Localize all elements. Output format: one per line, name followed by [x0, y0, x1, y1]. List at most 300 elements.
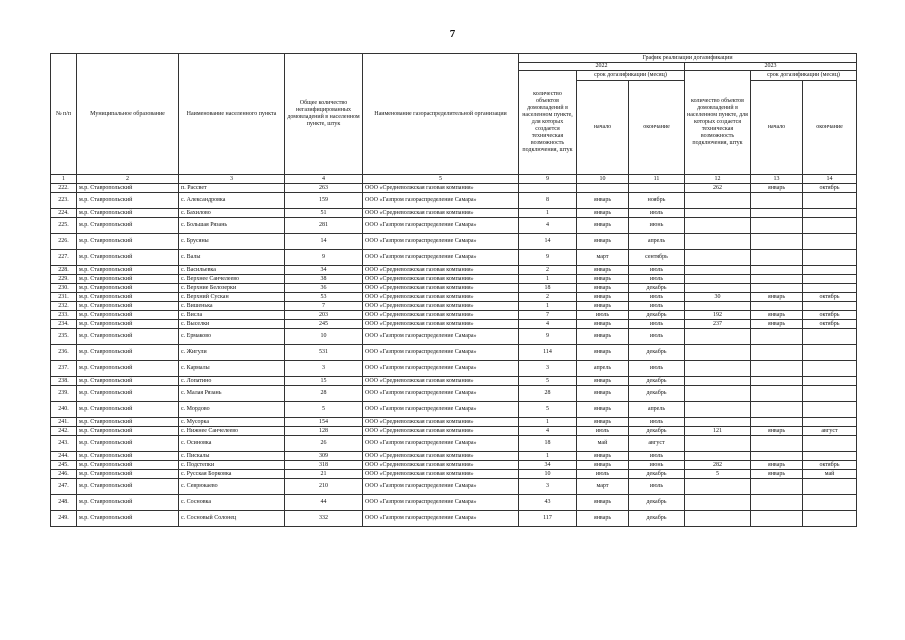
- row-number-cell: 227.: [51, 250, 77, 266]
- count-2022-cell: 34: [519, 461, 577, 470]
- gas-organization-cell: ООО «Газпром газораспределение Самара»: [363, 479, 519, 495]
- row-number-cell: 237.: [51, 361, 77, 377]
- count-2022-cell: 10: [519, 470, 577, 479]
- end-2023-cell: октябрь: [803, 293, 857, 302]
- count-2023-cell: [685, 193, 751, 209]
- count-2023-cell: [685, 436, 751, 452]
- settlement-cell: с. Брусяны: [179, 234, 285, 250]
- municipality-cell: м.р. Ставропольский: [77, 495, 179, 511]
- table-row: [51, 320, 857, 329]
- table-row: [51, 427, 857, 436]
- settlement-cell: с. Жигули: [179, 345, 285, 361]
- table-row: [51, 293, 857, 302]
- end-2023-cell: [803, 218, 857, 234]
- household-total-cell: 210: [285, 479, 363, 495]
- gas-organization-cell: ООО «Газпром газораспределение Самара»: [363, 345, 519, 361]
- end-2022-cell: июль: [629, 209, 685, 218]
- start-2023-cell: январь: [751, 311, 803, 320]
- row-number-cell: 245.: [51, 461, 77, 470]
- end-2023-cell: октябрь: [803, 184, 857, 193]
- table-row: [51, 452, 857, 461]
- settlement-cell: с. Валы: [179, 250, 285, 266]
- gas-organization-cell: ООО «Средневолжская газовая компания»: [363, 470, 519, 479]
- count-2023-cell: [685, 386, 751, 402]
- municipality-cell: м.р. Ставропольский: [77, 250, 179, 266]
- household-total-cell: 332: [285, 511, 363, 527]
- count-2022-cell: 43: [519, 495, 577, 511]
- end-2023-cell: [803, 329, 857, 345]
- settlement-cell: с. Сосновка: [179, 495, 285, 511]
- count-2023-cell: [685, 511, 751, 527]
- count-2022-cell: 1: [519, 275, 577, 284]
- start-2023-cell: [751, 275, 803, 284]
- row-number-cell: 229.: [51, 275, 77, 284]
- start-2022-cell: январь: [577, 329, 629, 345]
- start-2022-cell: июль: [577, 427, 629, 436]
- count-2022-cell: 9: [519, 329, 577, 345]
- header-number: № п/п: [51, 54, 77, 175]
- count-2023-cell: [685, 361, 751, 377]
- table-row: [51, 311, 857, 320]
- header-end-2022: окончание: [629, 81, 685, 175]
- count-2023-cell: 192: [685, 311, 751, 320]
- count-2022-cell: 4: [519, 218, 577, 234]
- municipality-cell: м.р. Ставропольский: [77, 302, 179, 311]
- end-2023-cell: [803, 250, 857, 266]
- end-2022-cell: декабрь: [629, 311, 685, 320]
- start-2023-cell: январь: [751, 427, 803, 436]
- table-row: [51, 234, 857, 250]
- start-2022-cell: январь: [577, 386, 629, 402]
- header-term-2023: срок догазификации (месяц): [751, 71, 857, 81]
- household-total-cell: 10: [285, 329, 363, 345]
- start-2023-cell: [751, 418, 803, 427]
- settlement-cell: с. Александровка: [179, 193, 285, 209]
- municipality-cell: м.р. Ставропольский: [77, 470, 179, 479]
- gas-organization-cell: ООО «Газпром газораспределение Самара»: [363, 511, 519, 527]
- start-2022-cell: январь: [577, 495, 629, 511]
- column-number-row: [51, 175, 857, 184]
- gas-organization-cell: ООО «Газпром газораспределение Самара»: [363, 218, 519, 234]
- table-row: [51, 345, 857, 361]
- settlement-cell: с. Выселки: [179, 320, 285, 329]
- end-2022-cell: июль: [629, 479, 685, 495]
- count-2022-cell: 1: [519, 302, 577, 311]
- row-number-cell: 230.: [51, 284, 77, 293]
- settlement-cell: с. Ермаково: [179, 329, 285, 345]
- municipality-cell: м.р. Ставропольский: [77, 345, 179, 361]
- end-2022-cell: декабрь: [629, 511, 685, 527]
- count-2023-cell: [685, 266, 751, 275]
- count-2022-cell: 5: [519, 377, 577, 386]
- count-2023-cell: [685, 329, 751, 345]
- end-2022-cell: июль: [629, 361, 685, 377]
- end-2022-cell: декабрь: [629, 345, 685, 361]
- end-2023-cell: [803, 511, 857, 527]
- row-number-cell: 241.: [51, 418, 77, 427]
- count-2023-cell: 5: [685, 470, 751, 479]
- count-2022-cell: 18: [519, 436, 577, 452]
- start-2023-cell: [751, 329, 803, 345]
- start-2022-cell: январь: [577, 418, 629, 427]
- count-2023-cell: 30: [685, 293, 751, 302]
- end-2022-cell: июль: [629, 418, 685, 427]
- end-2023-cell: [803, 452, 857, 461]
- count-2023-cell: 282: [685, 461, 751, 470]
- row-number-cell: 232.: [51, 302, 77, 311]
- end-2023-cell: октябрь: [803, 320, 857, 329]
- municipality-cell: м.р. Ставропольский: [77, 184, 179, 193]
- count-2022-cell: 117: [519, 511, 577, 527]
- end-2023-cell: [803, 266, 857, 275]
- start-2023-cell: [751, 511, 803, 527]
- end-2023-cell: [803, 302, 857, 311]
- table-row: [51, 361, 857, 377]
- household-total-cell: 3: [285, 361, 363, 377]
- household-total-cell: 7: [285, 302, 363, 311]
- start-2023-cell: [751, 209, 803, 218]
- row-number-cell: 228.: [51, 266, 77, 275]
- start-2022-cell: январь: [577, 302, 629, 311]
- end-2022-cell: декабрь: [629, 495, 685, 511]
- gas-organization-cell: ООО «Средневолжская газовая компания»: [363, 184, 519, 193]
- start-2022-cell: [577, 184, 629, 193]
- col-number: 1: [51, 175, 77, 184]
- household-total-cell: 159: [285, 193, 363, 209]
- settlement-cell: с. Верхний Сускан: [179, 293, 285, 302]
- row-number-cell: 222.: [51, 184, 77, 193]
- col-number: 13: [751, 175, 803, 184]
- household-total-cell: 36: [285, 284, 363, 293]
- settlement-cell: с. Висла: [179, 311, 285, 320]
- header-household-count: Общее количество негазифицированных домовладений в населенном пункте, штук: [285, 54, 363, 175]
- count-2022-cell: 7: [519, 311, 577, 320]
- col-number: 2: [77, 175, 179, 184]
- row-number-cell: 243.: [51, 436, 77, 452]
- header-end-2023: окончание: [803, 81, 857, 175]
- start-2023-cell: [751, 234, 803, 250]
- row-number-cell: 226.: [51, 234, 77, 250]
- settlement-cell: с. Вишенька: [179, 302, 285, 311]
- start-2023-cell: [751, 361, 803, 377]
- count-2023-cell: [685, 250, 751, 266]
- municipality-cell: м.р. Ставропольский: [77, 193, 179, 209]
- start-2022-cell: январь: [577, 218, 629, 234]
- start-2023-cell: [751, 250, 803, 266]
- settlement-cell: с. Мусорка: [179, 418, 285, 427]
- header-term-2022: срок догазификации (месяц): [577, 71, 685, 81]
- household-total-cell: 15: [285, 377, 363, 386]
- municipality-cell: м.р. Ставропольский: [77, 402, 179, 418]
- gas-organization-cell: ООО «Средневолжская газовая компания»: [363, 293, 519, 302]
- end-2023-cell: [803, 193, 857, 209]
- start-2022-cell: январь: [577, 193, 629, 209]
- gasification-table: [50, 53, 857, 527]
- gas-organization-cell: ООО «Средневолжская газовая компания»: [363, 461, 519, 470]
- settlement-cell: с. Осиновка: [179, 436, 285, 452]
- table-row: [51, 377, 857, 386]
- municipality-cell: м.р. Ставропольский: [77, 377, 179, 386]
- start-2022-cell: январь: [577, 209, 629, 218]
- count-2022-cell: 114: [519, 345, 577, 361]
- end-2023-cell: [803, 479, 857, 495]
- end-2022-cell: [629, 184, 685, 193]
- end-2022-cell: август: [629, 436, 685, 452]
- gas-organization-cell: ООО «Газпром газораспределение Самара»: [363, 436, 519, 452]
- settlement-cell: с. Пискалы: [179, 452, 285, 461]
- start-2022-cell: январь: [577, 377, 629, 386]
- end-2023-cell: [803, 386, 857, 402]
- col-number: 14: [803, 175, 857, 184]
- household-total-cell: 318: [285, 461, 363, 470]
- table-row: [51, 386, 857, 402]
- gas-organization-cell: ООО «Газпром газораспределение Самара»: [363, 193, 519, 209]
- end-2022-cell: ноябрь: [629, 193, 685, 209]
- end-2022-cell: апрель: [629, 234, 685, 250]
- count-2023-cell: 121: [685, 427, 751, 436]
- gas-organization-cell: ООО «Средневолжская газовая компания»: [363, 266, 519, 275]
- count-2023-cell: [685, 402, 751, 418]
- settlement-cell: с. Мордово: [179, 402, 285, 418]
- settlement-cell: с. Большая Рязань: [179, 218, 285, 234]
- household-total-cell: 14: [285, 234, 363, 250]
- header-municipality: Муниципальное образование: [77, 54, 179, 175]
- start-2023-cell: январь: [751, 320, 803, 329]
- municipality-cell: м.р. Ставропольский: [77, 275, 179, 284]
- gas-organization-cell: ООО «Средневолжская газовая компания»: [363, 320, 519, 329]
- table-row: [51, 209, 857, 218]
- table-row: [51, 266, 857, 275]
- household-total-cell: 53: [285, 293, 363, 302]
- start-2023-cell: январь: [751, 470, 803, 479]
- header-year-2023: 2023: [685, 63, 857, 71]
- end-2022-cell: июль: [629, 302, 685, 311]
- start-2022-cell: январь: [577, 511, 629, 527]
- gas-organization-cell: ООО «Средневолжская газовая компания»: [363, 284, 519, 293]
- household-total-cell: 531: [285, 345, 363, 361]
- household-total-cell: 38: [285, 275, 363, 284]
- end-2023-cell: [803, 436, 857, 452]
- gas-organization-cell: ООО «Средневолжская газовая компания»: [363, 452, 519, 461]
- header-schedule: График реализации догазификации: [519, 54, 857, 63]
- row-number-cell: 239.: [51, 386, 77, 402]
- end-2023-cell: [803, 275, 857, 284]
- start-2022-cell: январь: [577, 452, 629, 461]
- household-total-cell: 21: [285, 470, 363, 479]
- start-2022-cell: январь: [577, 345, 629, 361]
- header-start-2023: начало: [751, 81, 803, 175]
- settlement-cell: с. Бахилово: [179, 209, 285, 218]
- municipality-cell: м.р. Ставропольский: [77, 234, 179, 250]
- table-row: [51, 461, 857, 470]
- count-2023-cell: [685, 218, 751, 234]
- gas-organization-cell: ООО «Средневолжская газовая компания»: [363, 418, 519, 427]
- end-2022-cell: июнь: [629, 218, 685, 234]
- col-number: 9: [519, 175, 577, 184]
- count-2023-cell: [685, 284, 751, 293]
- count-2022-cell: 18: [519, 284, 577, 293]
- row-number-cell: 246.: [51, 470, 77, 479]
- table-row: [51, 402, 857, 418]
- count-2022-cell: 28: [519, 386, 577, 402]
- start-2022-cell: январь: [577, 284, 629, 293]
- end-2022-cell: июль: [629, 320, 685, 329]
- household-total-cell: 26: [285, 436, 363, 452]
- count-2023-cell: [685, 234, 751, 250]
- table-row: [51, 436, 857, 452]
- settlement-cell: с. Русская Борковка: [179, 470, 285, 479]
- household-total-cell: 309: [285, 452, 363, 461]
- row-number-cell: 242.: [51, 427, 77, 436]
- row-number-cell: 225.: [51, 218, 77, 234]
- municipality-cell: м.р. Ставропольский: [77, 320, 179, 329]
- settlement-cell: с. Сосновый Солонец: [179, 511, 285, 527]
- table-row: [51, 184, 857, 193]
- start-2023-cell: [751, 402, 803, 418]
- start-2022-cell: июль: [577, 470, 629, 479]
- row-number-cell: 249.: [51, 511, 77, 527]
- start-2023-cell: [751, 302, 803, 311]
- col-number: 11: [629, 175, 685, 184]
- end-2023-cell: [803, 361, 857, 377]
- table-row: [51, 479, 857, 495]
- start-2022-cell: январь: [577, 320, 629, 329]
- gas-organization-cell: ООО «Средневолжская газовая компания»: [363, 427, 519, 436]
- settlement-cell: с. Верхние Белозерки: [179, 284, 285, 293]
- gas-organization-cell: ООО «Средневолжская газовая компания»: [363, 377, 519, 386]
- start-2023-cell: январь: [751, 461, 803, 470]
- municipality-cell: м.р. Ставропольский: [77, 311, 179, 320]
- end-2023-cell: май: [803, 470, 857, 479]
- row-number-cell: 224.: [51, 209, 77, 218]
- col-number: 12: [685, 175, 751, 184]
- start-2022-cell: январь: [577, 266, 629, 275]
- count-2023-cell: [685, 209, 751, 218]
- count-2022-cell: 1: [519, 452, 577, 461]
- end-2022-cell: июль: [629, 275, 685, 284]
- end-2023-cell: [803, 284, 857, 293]
- count-2022-cell: 3: [519, 361, 577, 377]
- start-2023-cell: январь: [751, 293, 803, 302]
- row-number-cell: 247.: [51, 479, 77, 495]
- count-2023-cell: [685, 345, 751, 361]
- gas-organization-cell: ООО «Газпром газораспределение Самара»: [363, 386, 519, 402]
- settlement-cell: с. Малая Рязань: [179, 386, 285, 402]
- start-2022-cell: январь: [577, 402, 629, 418]
- end-2022-cell: апрель: [629, 402, 685, 418]
- settlement-cell: с. Кармалы: [179, 361, 285, 377]
- count-2022-cell: 1: [519, 209, 577, 218]
- household-total-cell: 34: [285, 266, 363, 275]
- end-2022-cell: июль: [629, 329, 685, 345]
- col-number: 10: [577, 175, 629, 184]
- municipality-cell: м.р. Ставропольский: [77, 293, 179, 302]
- end-2022-cell: декабрь: [629, 377, 685, 386]
- end-2023-cell: [803, 495, 857, 511]
- header-start-2022: начало: [577, 81, 629, 175]
- count-2022-cell: 9: [519, 250, 577, 266]
- municipality-cell: м.р. Ставропольский: [77, 329, 179, 345]
- table-row: [51, 511, 857, 527]
- end-2023-cell: [803, 377, 857, 386]
- count-2022-cell: 5: [519, 402, 577, 418]
- count-2023-cell: 262: [685, 184, 751, 193]
- end-2023-cell: октябрь: [803, 461, 857, 470]
- count-2022-cell: 2: [519, 266, 577, 275]
- household-total-cell: 28: [285, 386, 363, 402]
- table-row: [51, 275, 857, 284]
- household-total-cell: 263: [285, 184, 363, 193]
- end-2022-cell: декабрь: [629, 284, 685, 293]
- end-2023-cell: [803, 402, 857, 418]
- start-2022-cell: июль: [577, 311, 629, 320]
- end-2022-cell: сентябрь: [629, 250, 685, 266]
- row-number-cell: 238.: [51, 377, 77, 386]
- gas-organization-cell: ООО «Средневолжская газовая компания»: [363, 311, 519, 320]
- row-number-cell: 231.: [51, 293, 77, 302]
- start-2022-cell: январь: [577, 275, 629, 284]
- settlement-cell: с. Лопатино: [179, 377, 285, 386]
- household-total-cell: 245: [285, 320, 363, 329]
- count-2022-cell: 4: [519, 320, 577, 329]
- row-number-cell: 233.: [51, 311, 77, 320]
- row-number-cell: 240.: [51, 402, 77, 418]
- end-2022-cell: июль: [629, 452, 685, 461]
- gas-organization-cell: ООО «Газпром газораспределение Самара»: [363, 495, 519, 511]
- count-2023-cell: [685, 377, 751, 386]
- header-settlement: Наименование населенного пункта: [179, 54, 285, 175]
- household-total-cell: 281: [285, 218, 363, 234]
- gas-organization-cell: ООО «Газпром газораспределение Самара»: [363, 250, 519, 266]
- start-2023-cell: [751, 436, 803, 452]
- count-2022-cell: 4: [519, 427, 577, 436]
- end-2022-cell: июнь: [629, 461, 685, 470]
- table-header: [51, 54, 857, 184]
- count-2022-cell: 3: [519, 479, 577, 495]
- count-2022-cell: 14: [519, 234, 577, 250]
- gas-organization-cell: ООО «Средневолжская газовая компания»: [363, 302, 519, 311]
- start-2023-cell: [751, 479, 803, 495]
- municipality-cell: м.р. Ставропольский: [77, 461, 179, 470]
- start-2023-cell: [751, 266, 803, 275]
- settlement-cell: с. Нижнее Санчелеево: [179, 427, 285, 436]
- settlement-cell: п. Рассвет: [179, 184, 285, 193]
- start-2023-cell: [751, 193, 803, 209]
- table-row: [51, 250, 857, 266]
- count-2022-cell: 8: [519, 193, 577, 209]
- header-year-2022: 2022: [519, 63, 685, 71]
- household-total-cell: 154: [285, 418, 363, 427]
- start-2022-cell: январь: [577, 234, 629, 250]
- municipality-cell: м.р. Ставропольский: [77, 218, 179, 234]
- start-2023-cell: [751, 495, 803, 511]
- household-total-cell: 51: [285, 209, 363, 218]
- start-2022-cell: март: [577, 250, 629, 266]
- settlement-cell: с. Подстепки: [179, 461, 285, 470]
- municipality-cell: м.р. Ставропольский: [77, 418, 179, 427]
- row-number-cell: 223.: [51, 193, 77, 209]
- row-number-cell: 236.: [51, 345, 77, 361]
- count-2023-cell: [685, 302, 751, 311]
- count-2023-cell: [685, 275, 751, 284]
- start-2023-cell: [751, 345, 803, 361]
- gas-organization-cell: ООО «Газпром газораспределение Самара»: [363, 402, 519, 418]
- table-row: [51, 470, 857, 479]
- count-2022-cell: [519, 184, 577, 193]
- municipality-cell: м.р. Ставропольский: [77, 266, 179, 275]
- end-2023-cell: [803, 345, 857, 361]
- settlement-cell: с. Васильевка: [179, 266, 285, 275]
